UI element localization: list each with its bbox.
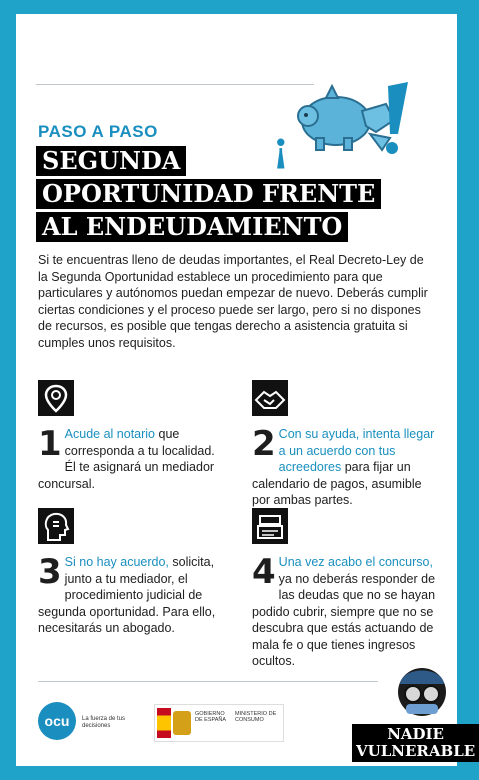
step-2	[252, 426, 437, 509]
handshake-icon	[252, 380, 288, 416]
coat-of-arms-icon	[173, 711, 191, 735]
step-highlight: Si no hay acuerdo,	[64, 555, 169, 569]
badge-line: NADIE	[387, 725, 444, 743]
head-profile-icon	[38, 508, 74, 544]
spain-flag-icon	[157, 708, 171, 738]
step-text: solicita, junto a tu mediador, el procedimiento judicial de segunda oportunidad. Para ello, necesitarás un abogado.	[38, 555, 216, 635]
step-3	[38, 554, 223, 637]
ocu-logo: ocu	[38, 702, 76, 740]
step-number: 1	[38, 424, 62, 464]
nadie-vulnerable-badge	[352, 724, 479, 762]
document-stack-icon	[252, 508, 288, 544]
step-number: 3	[38, 552, 62, 592]
step-number: 4	[252, 552, 276, 592]
step-highlight: Una vez acabo el concurso,	[278, 555, 433, 569]
svg-text:¡: ¡	[272, 124, 290, 171]
step-number: 2	[252, 424, 276, 464]
ocu-tagline: La fuerza de tus decisiones	[82, 716, 126, 729]
title-line: AL ENDEUDAMIENTO	[36, 212, 348, 242]
ministry-label: MINISTERIO DE CONSUMO	[235, 711, 277, 723]
kicker: PASO A PASO	[38, 122, 158, 141]
infographic-card	[16, 14, 476, 766]
step-1	[38, 426, 223, 492]
government-logo	[154, 704, 284, 742]
title-line: OPORTUNIDAD FRENTE	[36, 179, 381, 209]
step-highlight: Acude al notario	[64, 427, 156, 441]
step-text: que corresponda a tu localidad. Él te asignará un mediador concursal.	[38, 427, 215, 491]
gov-label: GOBIERNO DE ESPAÑA	[195, 711, 227, 723]
badge-line: VULNERABLE	[356, 742, 476, 760]
intro-paragraph: Si te encuentras lleno de deudas importantes, el Real Decreto-Ley de la Segunda Oportunidad establece un procedimiento para que particulares y autónomos puedan empezar de nuevo. Deberás cumplir ciertas condiciones y el proceso puede ser largo, pero si no dispones de recursos, es posible que tengas derecho a asistencia gratuita si cumples unos requisitos.	[38, 253, 428, 350]
step-text: ya no deberás responder de las deudas que no se hayan podido cubrir, siempre que no se descubra que estás actuando de mala fe o que tienes ingresos ocultos.	[252, 571, 436, 668]
step-highlight: Con su ayuda, intenta llegar a un acuerdo con tus acreedores	[278, 427, 435, 474]
page-title	[36, 146, 381, 245]
divider	[38, 681, 378, 682]
step-4	[252, 554, 437, 670]
title-line: SEGUNDA	[36, 146, 186, 176]
step-text: para fijar un calendario de pagos, asumible por ambas partes.	[252, 460, 422, 507]
location-pin-icon	[38, 380, 74, 416]
